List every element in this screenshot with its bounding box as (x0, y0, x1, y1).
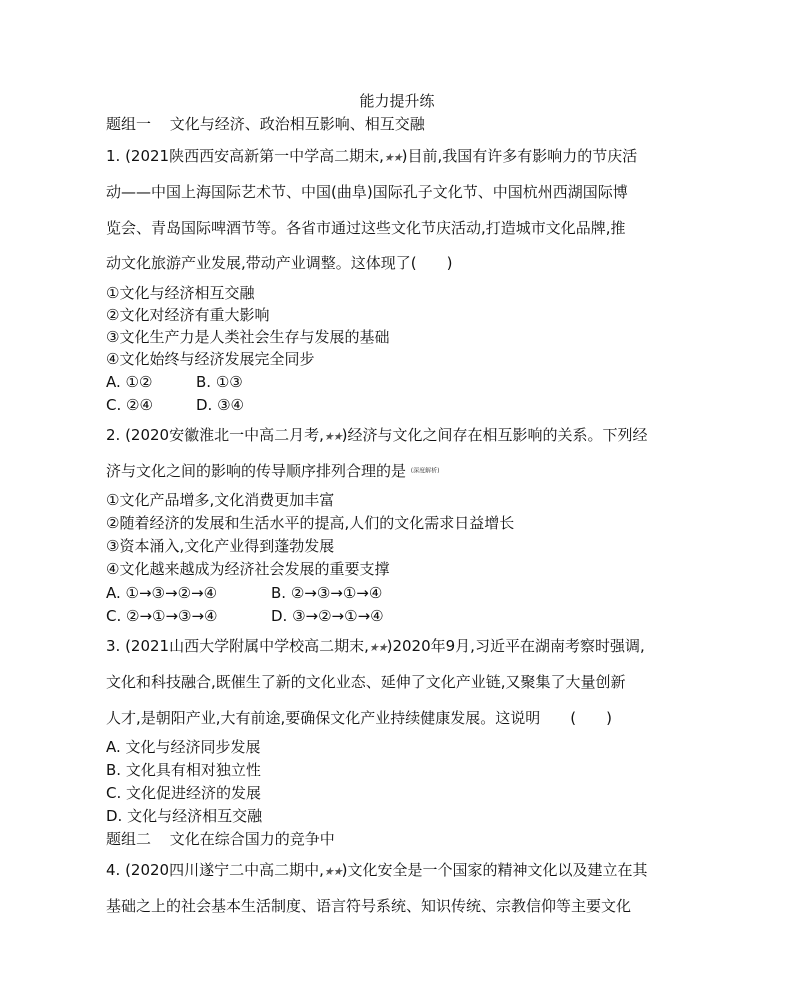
q1-option-a[interactable]: A. ①② (106, 373, 153, 391)
q1-item-4: ④文化始终与经济发展完全同步 (106, 350, 315, 368)
q3-option-c[interactable]: C. 文化促进经济的发展 (106, 784, 262, 802)
q2-line-1 (106, 425, 647, 447)
group1-heading (106, 114, 425, 134)
difficulty-stars-icon: ★★ (368, 641, 387, 654)
difficulty-stars-icon: ★★ (323, 430, 342, 443)
q2-item-3: ③资本涌入,文化产业得到蓬勃发展 (106, 537, 335, 555)
q2-option-b[interactable]: B. ②→③→①→④ (271, 584, 383, 602)
q2-options-row-1 (106, 583, 382, 603)
q4-line-2: 基础之上的社会基本生活制度、语言符号系统、知识传统、宗教信仰等主要文化 (106, 897, 632, 915)
q2-stem-end: 济与文化之间的影响的传导顺序排列合理的是 (106, 462, 407, 480)
q3-line-1 (106, 636, 645, 658)
group1-label: 题组一 (106, 115, 152, 133)
q2-option-a[interactable]: A. ①→③→②→④ (106, 584, 218, 602)
difficulty-stars-icon: ★★ (323, 865, 342, 878)
q3-line-2: 文化和科技融合,既催生了新的文化业态、延伸了文化产业链,又聚集了大量创新 (106, 673, 626, 691)
q3-option-a[interactable]: A. 文化与经济同步发展 (106, 738, 261, 756)
q1-line-4: 动文化旅游产业发展,带动产业调整。这体现了( ) (106, 254, 453, 272)
q3-source: 3. (2021山西大学附属中学校高二期末, (106, 637, 369, 655)
q3-stem-start: )2020年9月,习近平在湖南考察时强调, (386, 637, 645, 655)
q1-line-2: 动——中国上海国际艺术节、中国(曲阜)国际孔子文化节、中国杭州西湖国际博 (106, 183, 628, 201)
q1-option-c[interactable]: C. ②④ (106, 396, 153, 414)
q1-line-3: 览会、青岛国际啤酒节等。各省市通过这些文化节庆活动,打造城市文化品牌,推 (106, 219, 626, 237)
q1-line-1 (106, 146, 637, 168)
q2-item-1: ①文化产品增多,文化消费更加丰富 (106, 491, 335, 509)
q1-option-b[interactable]: B. ①③ (196, 373, 243, 391)
q1-item-2: ②文化对经济有重大影响 (106, 306, 270, 324)
group2-label: 题组二 (106, 830, 152, 848)
difficulty-stars-icon: ★★ (383, 151, 402, 164)
q2-option-c[interactable]: C. ②→①→③→④ (106, 607, 218, 625)
group1-name: 文化与经济、政治相互影响、相互交融 (169, 115, 425, 133)
q4-source: 4. (2020四川遂宁二中高二期中, (106, 861, 324, 879)
q1-option-d[interactable]: D. ③④ (196, 396, 244, 414)
q1-stem-start: )目前,我国有许多有影响力的节庆活 (401, 147, 638, 165)
q2-source: 2. (2020安徽淮北一中高二月考, (106, 426, 324, 444)
group2-heading (106, 829, 335, 849)
q1-options-row-1 (106, 372, 243, 392)
q4-line-1 (106, 860, 647, 882)
q1-options-row-2 (106, 395, 244, 415)
q3-option-b[interactable]: B. 文化具有相对独立性 (106, 761, 261, 779)
q2-option-d[interactable]: D. ③→②→①→④ (271, 607, 384, 625)
q1-item-3: ③文化生产力是人类社会生存与发展的基础 (106, 328, 390, 346)
q4-stem-start: )文化安全是一个国家的精神文化以及建立在其 (341, 861, 648, 879)
q2-options-row-2 (106, 606, 384, 626)
q3-option-d[interactable]: D. 文化与经济相互交融 (106, 807, 263, 825)
group2-name: 文化在综合国力的竞争中 (169, 830, 335, 848)
q1-item-1: ①文化与经济相互交融 (106, 284, 255, 302)
q2-line-2 (106, 461, 439, 482)
q2-item-4: ④文化越来越成为经济社会发展的重要支撑 (106, 560, 390, 578)
page-title: 能力提升练 (359, 92, 435, 110)
q2-stem-start: )经济与文化之间存在相互影响的关系。下列经 (341, 426, 648, 444)
q2-analysis-tag: (深度解析) (410, 467, 440, 475)
q1-source: 1. (2021陕西西安高新第一中学高二期末, (106, 147, 384, 165)
q2-item-2: ②随着经济的发展和生活水平的提高,人们的文化需求日益增长 (106, 514, 515, 532)
q3-line-3: 人才,是朝阳产业,大有前途,要确保文化产业持续健康发展。这说明 ( ) (106, 709, 613, 727)
